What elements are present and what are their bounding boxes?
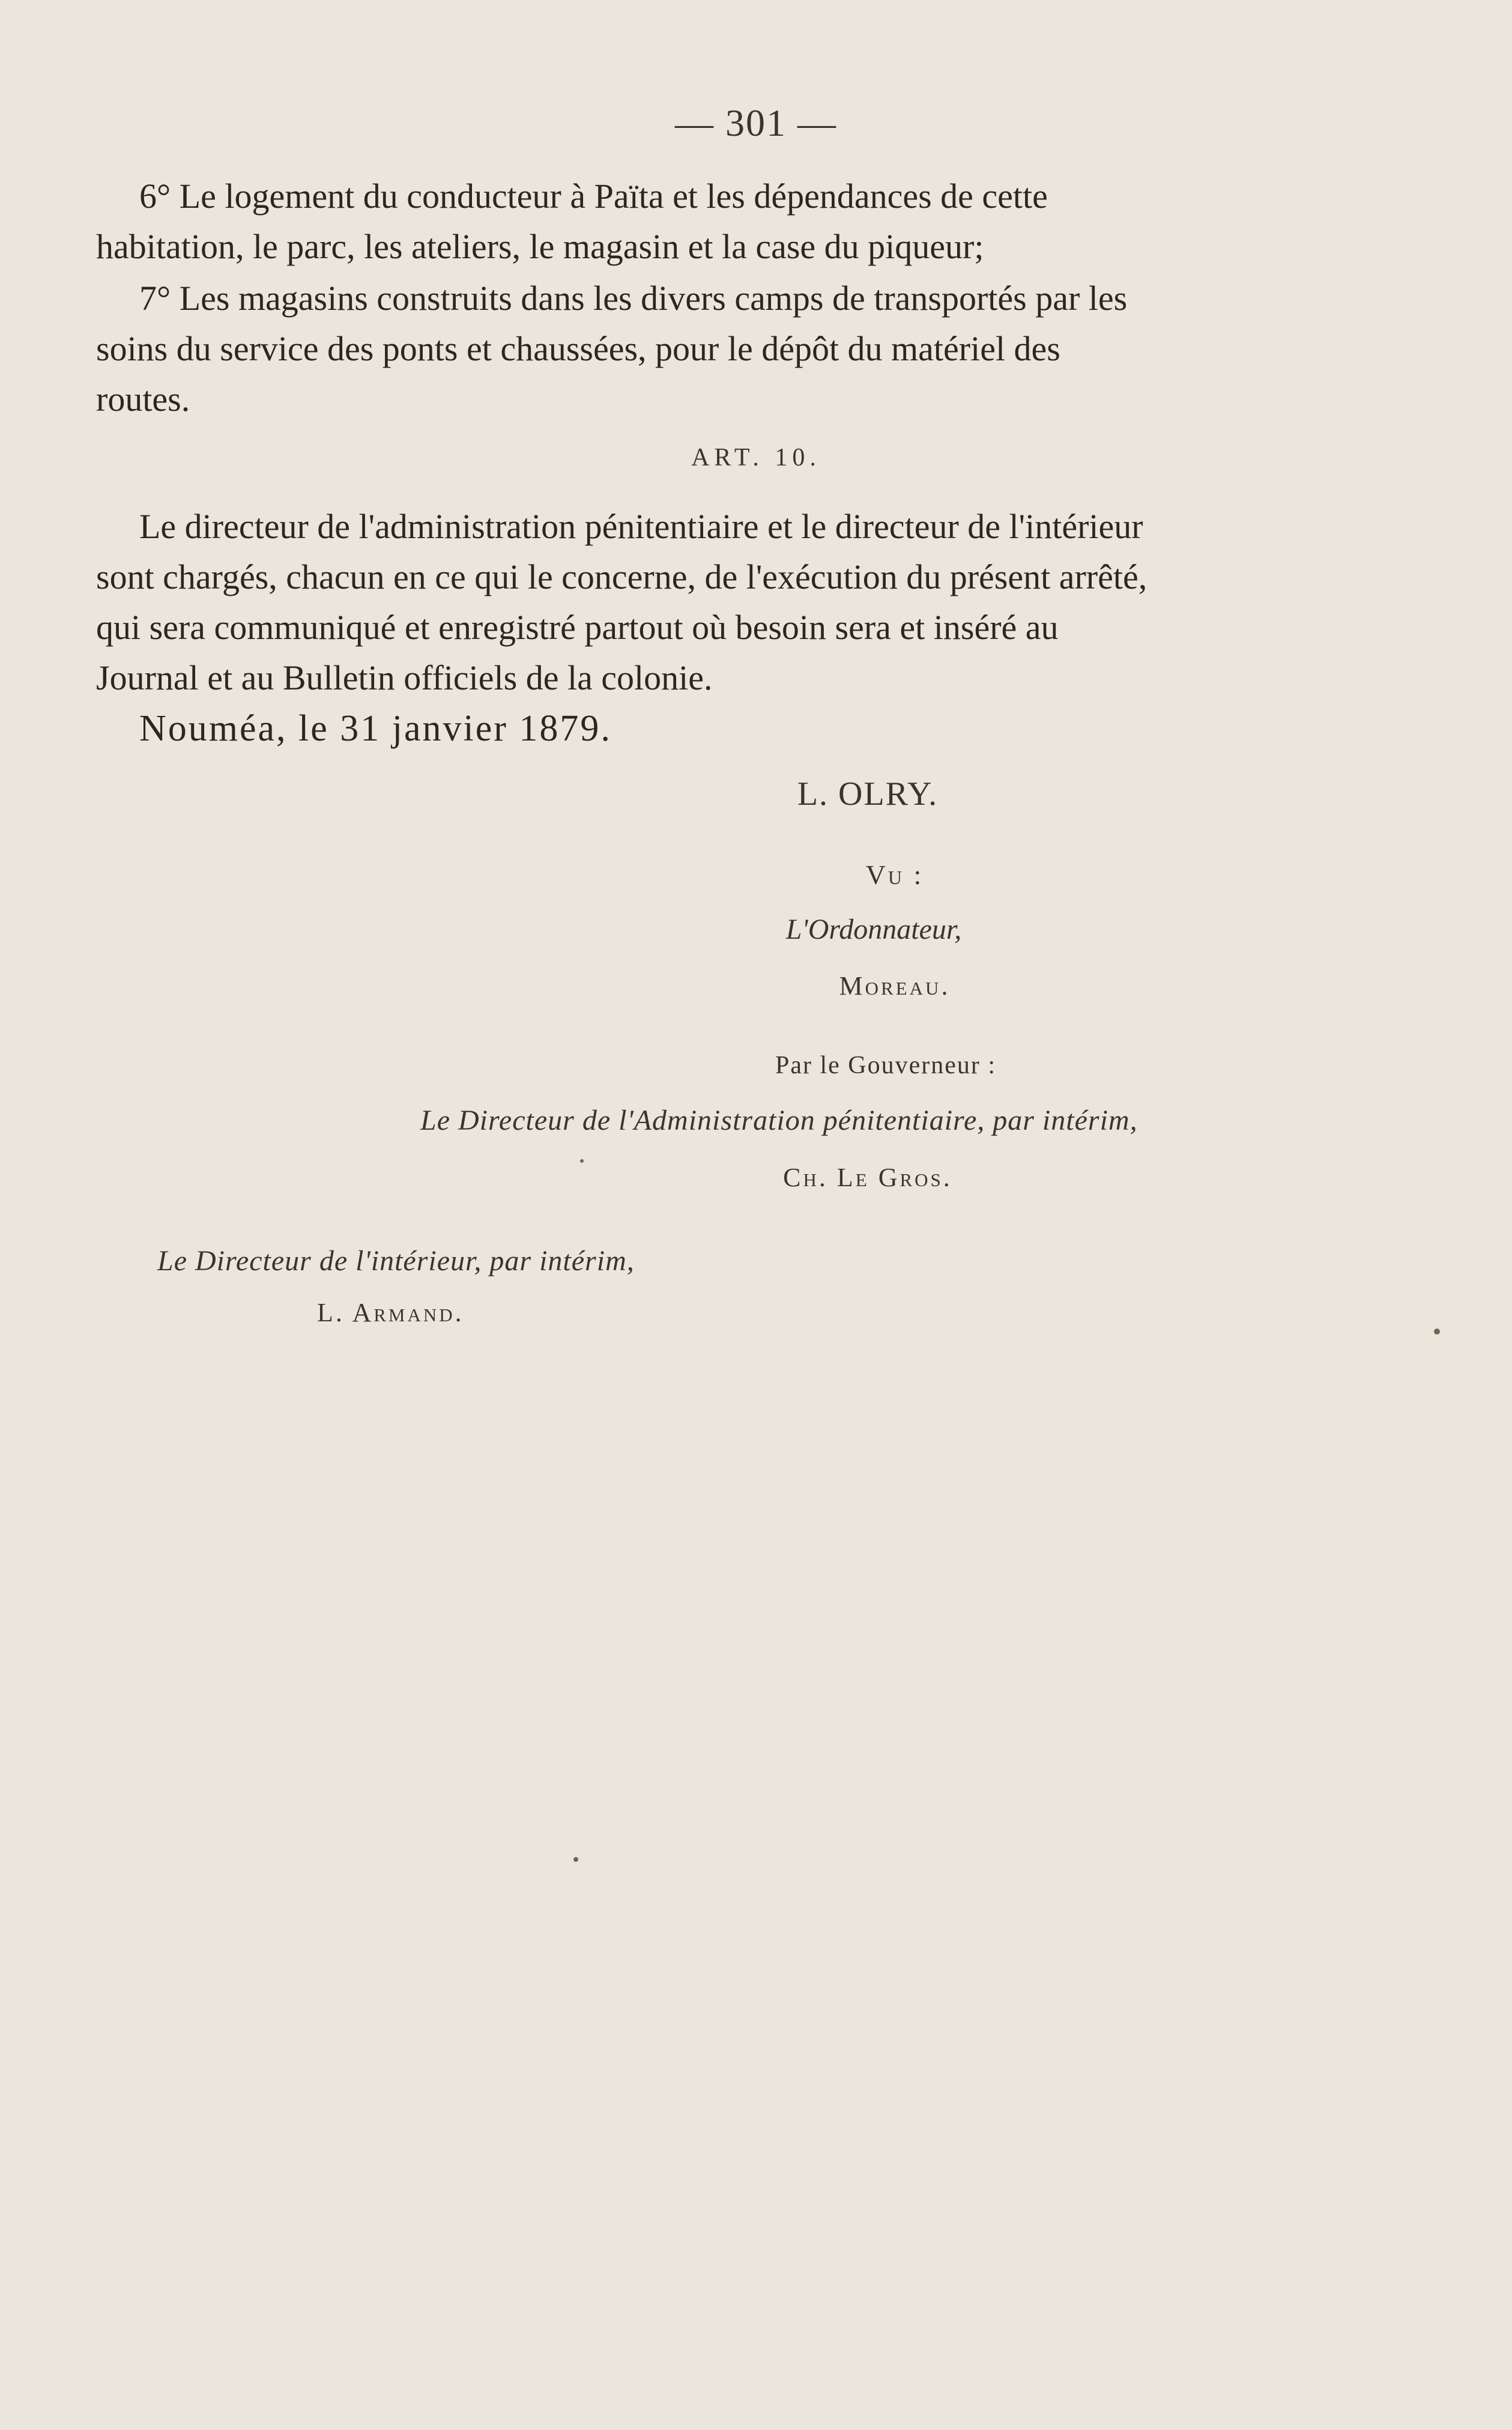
item-7-line-2: soins du service des ponts et chaussées, pour le dépôt du matériel des: [96, 329, 1060, 368]
item-6-paragraph: [96, 171, 1246, 272]
directeur-penitentiaire-title: Le Directeur de l'Administration pénitentiaire, par intérim,: [420, 1104, 1138, 1136]
item-7-line-3: routes.: [96, 380, 190, 419]
paper-speck: [573, 1857, 578, 1862]
article-line-4: Journal et au Bulletin officiels de la colonie.: [96, 658, 713, 697]
par-le-gouverneur: Par le Gouverneur :: [775, 1052, 997, 1079]
article-heading: ART. 10.: [691, 444, 821, 471]
paper-speck: [1434, 1329, 1440, 1335]
vu-label: Vu :: [865, 859, 924, 890]
item-6-line-2: habitation, le parc, les ateliers, le magasin et la case du piqueur;: [96, 227, 984, 266]
paper-speck: [580, 1159, 584, 1163]
article-line-2: sont chargés, chacun en ce qui le concerne, de l'exécution du présent arrêté,: [96, 557, 1148, 596]
page-number: — 301 —: [675, 102, 837, 144]
item-7-line-1: 7° Les magasins construits dans les divers camps de transportés par les: [139, 279, 1128, 318]
governor-signature: L. OLRY.: [797, 775, 939, 813]
ordonnateur-title: L'Ordonnateur,: [785, 914, 962, 945]
article-line-3: qui sera communiqué et enregistré partout où besoin sera et inséré au: [96, 608, 1059, 647]
item-6-line-1: 6° Le logement du conducteur à Païta et les dépendances de cette: [139, 177, 1048, 216]
article-line-1: Le directeur de l'administration pénitentiaire et le directeur de l'intérieur: [139, 507, 1143, 546]
directeur-interieur-signature: L. Armand.: [317, 1298, 464, 1327]
directeur-penitentiaire-signature: Ch. Le Gros.: [783, 1163, 952, 1192]
directeur-interieur-title: Le Directeur de l'intérieur, par intérim,: [157, 1245, 635, 1277]
dateline: Nouméa, le 31 janvier 1879.: [139, 708, 612, 749]
article-10-paragraph: [96, 501, 1246, 703]
ordonnateur-signature: Moreau.: [839, 971, 951, 1001]
item-7-paragraph: [96, 273, 1246, 425]
